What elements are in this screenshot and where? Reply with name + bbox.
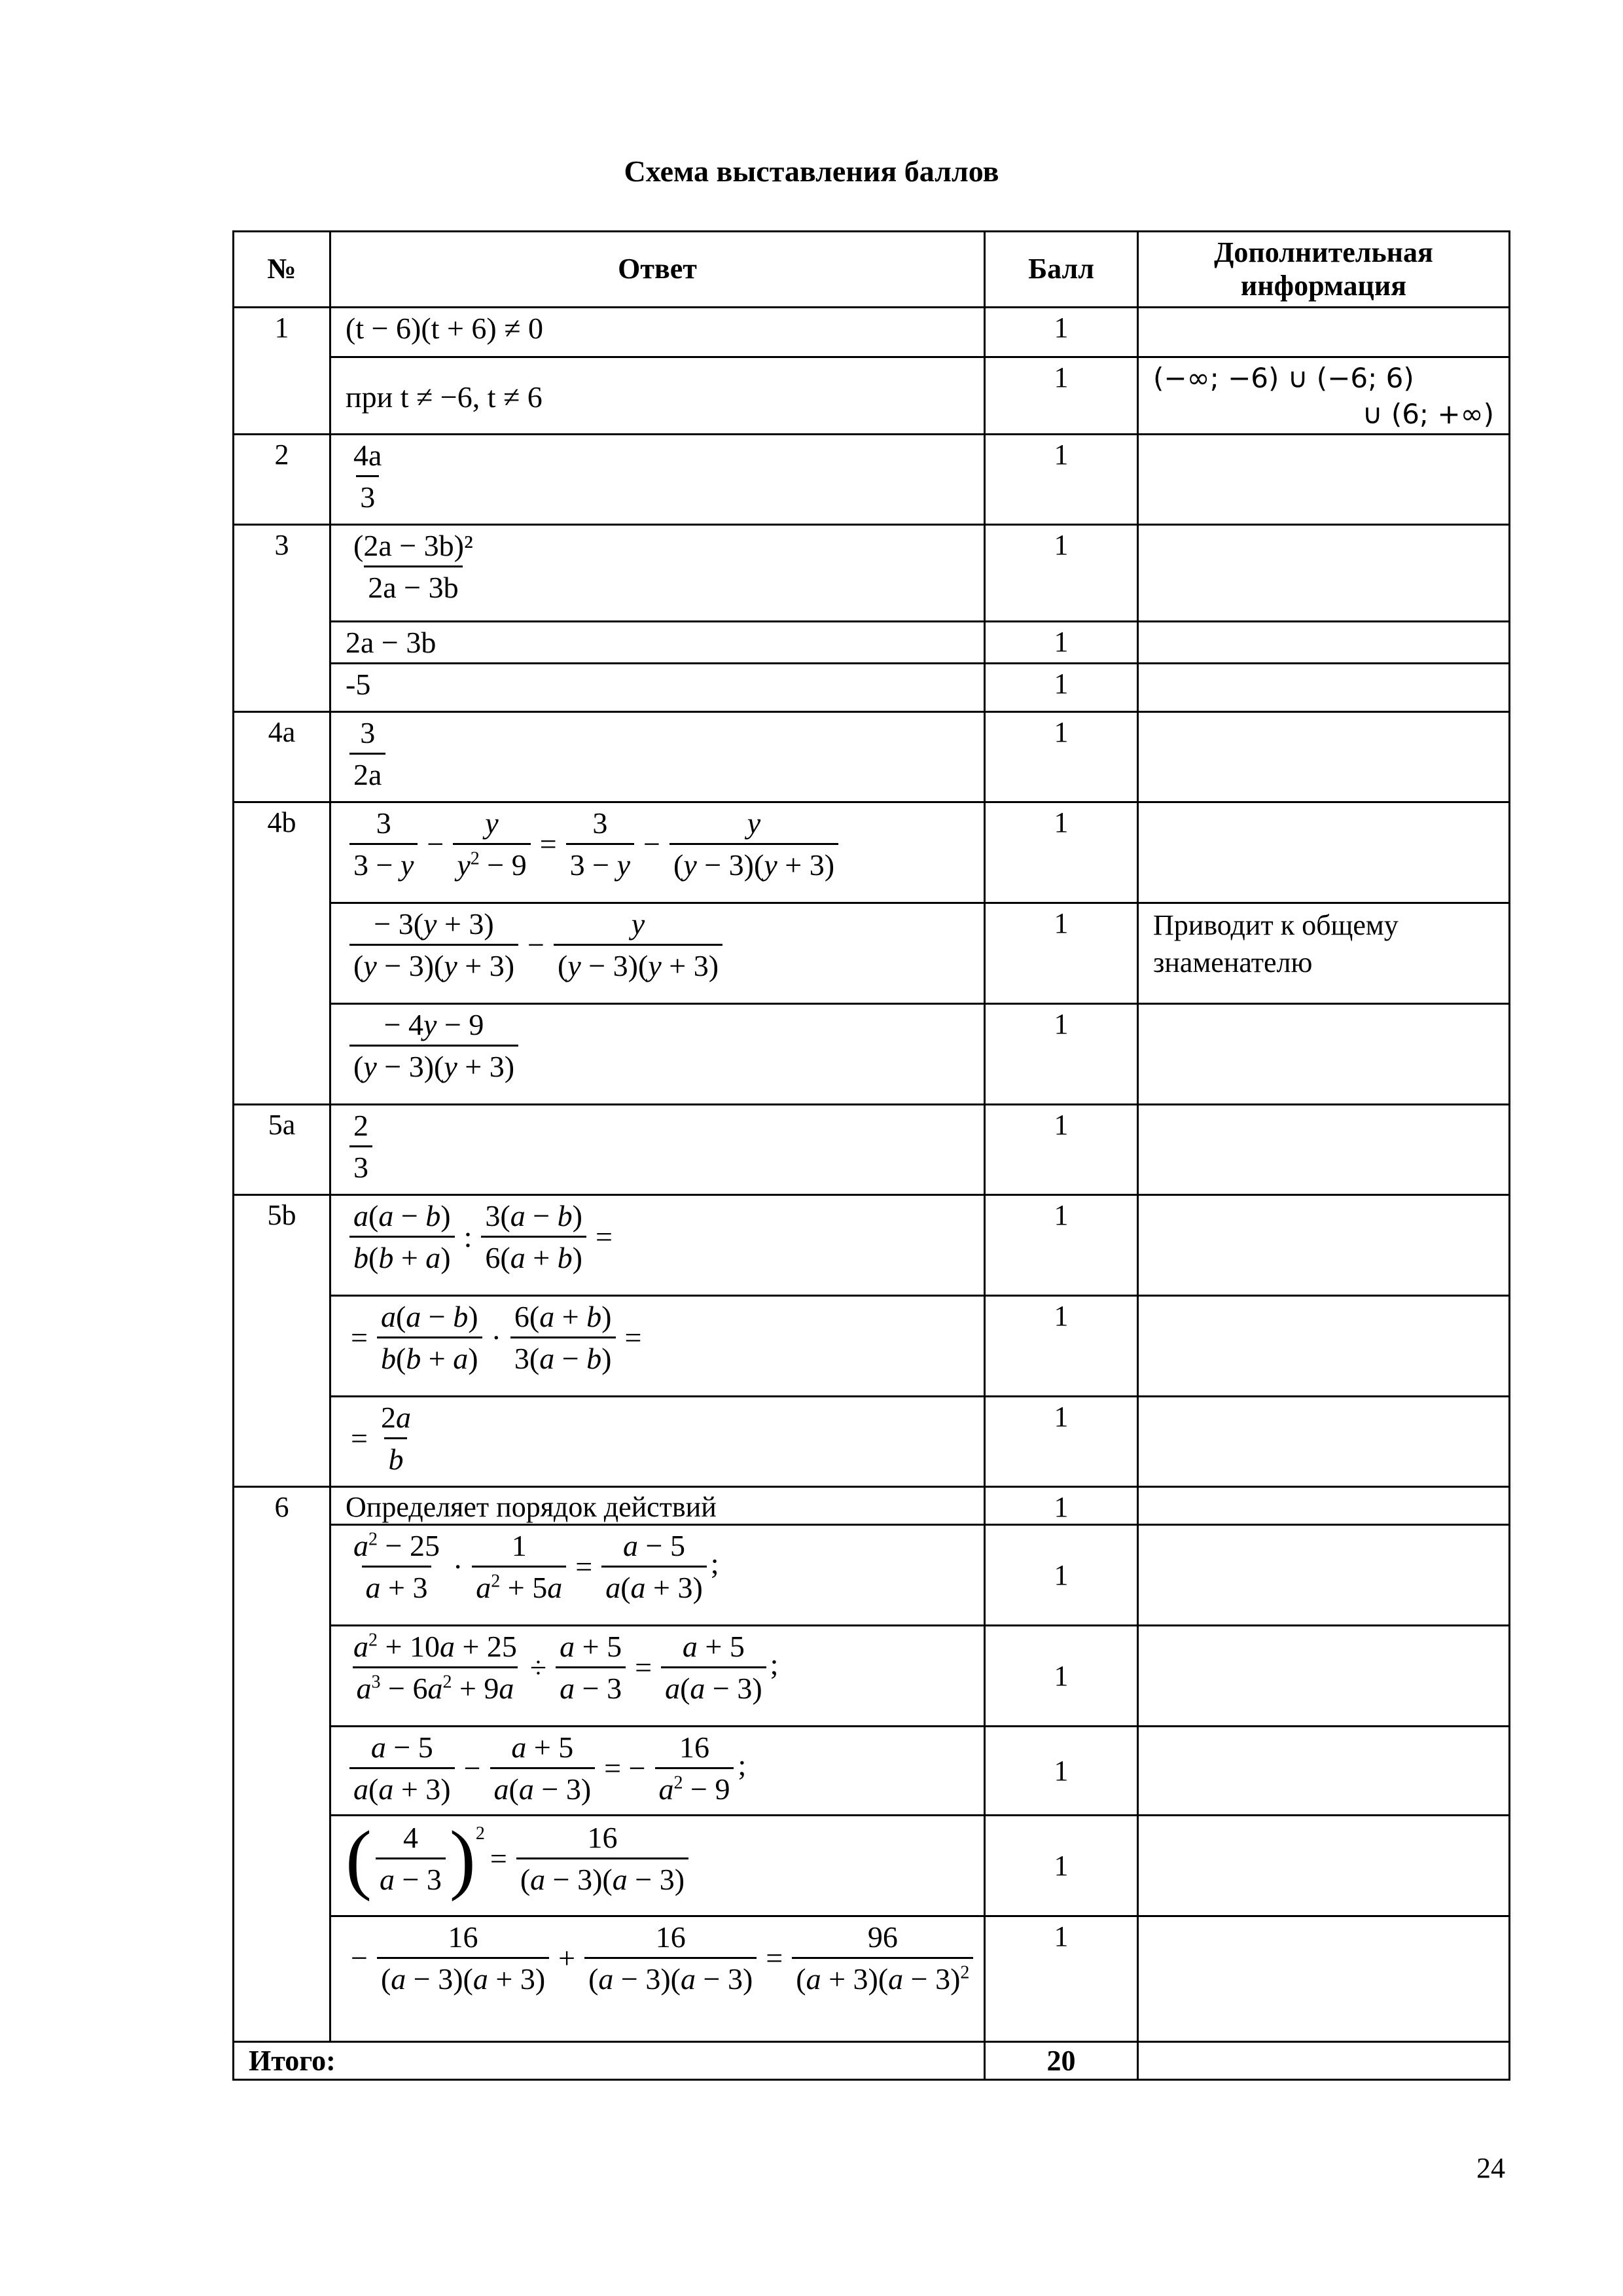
extra-cell xyxy=(1138,802,1510,903)
answer-cell xyxy=(330,622,985,664)
header-num: № xyxy=(234,232,330,308)
answer-formula: − $\frac{16}{(a - 3)(a + 3)}$ + $\frac{16}{(a - 3)(a - 3)}$ = $\frac{96}{(a + 3)(a - 3)^2}$ xyxy=(346,1938,977,1971)
answer-cell xyxy=(330,357,985,435)
answer-cell xyxy=(330,1004,985,1105)
extra-cell xyxy=(1138,622,1510,664)
ball-cell: 1 xyxy=(985,1487,1138,1525)
extra-cell xyxy=(1138,1487,1510,1525)
answer-formula: ( $\frac{4}{a - 3}$ )$^2$= $\frac{16}{(a - 3)(a - 3)}$ xyxy=(346,1839,692,1872)
extra-cell xyxy=(1138,903,1510,1004)
answer-formula: $\frac{a^2 + 10a + 25}{a^3 - 6a^2 + 9a}$ ÷ $\frac{a + 5}{a - 3}$ = $\frac{a + 5}{a(a - 3)}$ ; xyxy=(353,1630,779,1705)
total-row xyxy=(234,2042,1510,2080)
answer-formula: = $\frac{2a}{b}$ xyxy=(351,1401,411,1476)
extra-cell xyxy=(1138,357,1510,435)
table-row xyxy=(234,1004,1510,1105)
answer-formula: $\frac{a - 5}{a(a + 3)}$ − $\frac{a + 5}{a(a - 3)}$ = − $\frac{16}{a^2 - 9}$ ; xyxy=(346,1748,746,1782)
answer-fraction: $\frac{4a}{3}$ xyxy=(353,439,382,514)
table-row xyxy=(234,1816,1510,1916)
answer-formula: 2a − 3b xyxy=(346,626,437,659)
table-row xyxy=(234,903,1510,1004)
answer-cell xyxy=(330,664,985,712)
ball-cell: 1 xyxy=(985,903,1138,1004)
task-number: 4b xyxy=(234,802,330,1105)
ball-cell: 1 xyxy=(985,1727,1138,1816)
extra-cell xyxy=(1138,2042,1510,2080)
total-value: 20 xyxy=(985,2042,1138,2080)
ball-cell: 1 xyxy=(985,1816,1138,1916)
extra-cell xyxy=(1138,1626,1510,1727)
answer-cell: Определяет порядок действий xyxy=(330,1487,985,1525)
answer-cell xyxy=(330,1397,985,1487)
answer-cell xyxy=(330,712,985,802)
answer-cell xyxy=(330,435,985,525)
ball-cell: 1 xyxy=(985,802,1138,903)
header-ball: Балл xyxy=(985,232,1138,308)
answer-cell xyxy=(330,1296,985,1397)
extra-line2: ∪ (6; +∞) xyxy=(1362,397,1494,430)
ball-cell: 1 xyxy=(985,1195,1138,1296)
ball-cell: 1 xyxy=(985,664,1138,712)
table-row xyxy=(234,1105,1510,1195)
ball-cell: 1 xyxy=(985,1525,1138,1626)
table-row xyxy=(234,525,1510,622)
answer-formula: $\frac{a(a - b)}{b(b + a)}$ : $\frac{3(a - b)}{6(a + b)}$ = xyxy=(346,1217,618,1250)
answer-formula: $\frac{- 4y - 9}{(y - 3)(y + 3)}$ xyxy=(346,1026,522,1059)
table-row xyxy=(234,308,1510,357)
header-extra-line2: информация xyxy=(1240,269,1407,302)
answer-cell xyxy=(330,802,985,903)
table-row xyxy=(234,1525,1510,1626)
extra-line2: знаменателю xyxy=(1153,946,1313,979)
answer-formula: $\frac{- 3(y + 3)}{(y - 3)(y + 3)}$ − $\frac{y}{(y - 3)(y + 3)}$ xyxy=(346,925,726,958)
task-number: 5a xyxy=(234,1105,330,1195)
extra-cell xyxy=(1138,712,1510,802)
table-row xyxy=(234,1916,1510,2042)
table-row xyxy=(234,1296,1510,1397)
table-row xyxy=(234,664,1510,712)
answer-cell xyxy=(330,1105,985,1195)
ball-cell: 1 xyxy=(985,712,1138,802)
page-title: Схема выставления баллов xyxy=(624,154,999,188)
header-extra-line1: Дополнительная xyxy=(1214,236,1433,268)
table-row xyxy=(234,1195,1510,1296)
task-number: 1 xyxy=(234,308,330,435)
header-extra xyxy=(1138,232,1510,308)
task-number: 3 xyxy=(234,525,330,712)
answer-cell xyxy=(330,308,985,357)
ball-cell: 1 xyxy=(985,1004,1138,1105)
page-number: 24 xyxy=(1476,2152,1505,2184)
table-row xyxy=(234,802,1510,903)
task-number: 4a xyxy=(234,712,330,802)
ball-cell: 1 xyxy=(985,435,1138,525)
answer-fraction: $\frac{\text{(2a − 3b)²}}{2a - 3b}$ xyxy=(353,529,473,604)
extra-cell xyxy=(1138,1916,1510,2042)
task-number: 5b xyxy=(234,1195,330,1487)
table-row xyxy=(234,1487,1510,1525)
answer-cell xyxy=(330,1195,985,1296)
extra-cell xyxy=(1138,664,1510,712)
ball-cell: 1 xyxy=(985,357,1138,435)
table-row xyxy=(234,622,1510,664)
extra-cell xyxy=(1138,1195,1510,1296)
table-row xyxy=(234,435,1510,525)
ball-cell: 1 xyxy=(985,525,1138,622)
answer-cell xyxy=(330,903,985,1004)
task-number: 6 xyxy=(234,1487,330,2042)
answer-formula: $\frac{a^2 - 25}{a + 3}$ · $\frac{1}{a^2 + 5a}$ = $\frac{a - 5}{a(a + 3)}$ ; xyxy=(353,1529,719,1604)
extra-line1: Приводит к общему xyxy=(1153,909,1399,941)
ball-cell: 1 xyxy=(985,1296,1138,1397)
answer-cell xyxy=(330,1816,985,1916)
ball-cell: 1 xyxy=(985,308,1138,357)
total-label: Итого: xyxy=(234,2042,985,2080)
scoring-table xyxy=(232,230,1510,2081)
table-row xyxy=(234,1626,1510,1727)
answer-formula: $\frac{3}{3 - y}$ − $\frac{y}{y^2 - 9}$ = $\frac{3}{3 - y}$ − $\frac{y}{(y - 3)(y + 3)}$ xyxy=(346,824,842,857)
ball-cell: 1 xyxy=(985,622,1138,664)
answer-fraction: $\frac{3}{2a}$ xyxy=(349,715,385,792)
extra-cell xyxy=(1138,1525,1510,1626)
answer-cell xyxy=(330,525,985,622)
answer-formula: при t ≠ −6, t ≠ 6 xyxy=(346,380,543,414)
table-row xyxy=(234,357,1510,435)
answer-cell xyxy=(330,1727,985,1816)
extra-cell xyxy=(1138,525,1510,622)
answer-cell xyxy=(330,1525,985,1626)
answer-formula: (t − 6)(t + 6) ≠ 0 xyxy=(346,312,543,345)
extra-cell xyxy=(1138,435,1510,525)
table-row xyxy=(234,1397,1510,1487)
extra-line1: (−∞; −6) ∪ (−6; 6) xyxy=(1153,362,1414,394)
extra-cell xyxy=(1138,1105,1510,1195)
ball-cell: 1 xyxy=(985,1916,1138,2042)
answer-formula: -5 xyxy=(346,668,371,701)
answer-fraction: $\frac{2}{3}$ xyxy=(349,1108,372,1185)
extra-cell xyxy=(1138,308,1510,357)
table-row xyxy=(234,712,1510,802)
extra-cell xyxy=(1138,1296,1510,1397)
extra-cell xyxy=(1138,1004,1510,1105)
extra-cell xyxy=(1138,1727,1510,1816)
ball-cell: 1 xyxy=(985,1105,1138,1195)
answer-formula: = $\frac{a(a - b)}{b(b + a)}$ · $\frac{6(a + b)}{3(a - b)}$ = xyxy=(351,1300,642,1375)
table-row xyxy=(234,1727,1510,1816)
ball-cell: 1 xyxy=(985,1397,1138,1487)
answer-cell xyxy=(330,1916,985,2042)
task-number: 2 xyxy=(234,435,330,525)
header-row xyxy=(234,232,1510,308)
extra-cell xyxy=(1138,1397,1510,1487)
answer-cell xyxy=(330,1626,985,1727)
extra-cell xyxy=(1138,1816,1510,1916)
ball-cell: 1 xyxy=(985,1626,1138,1727)
header-answer: Ответ xyxy=(330,232,985,308)
